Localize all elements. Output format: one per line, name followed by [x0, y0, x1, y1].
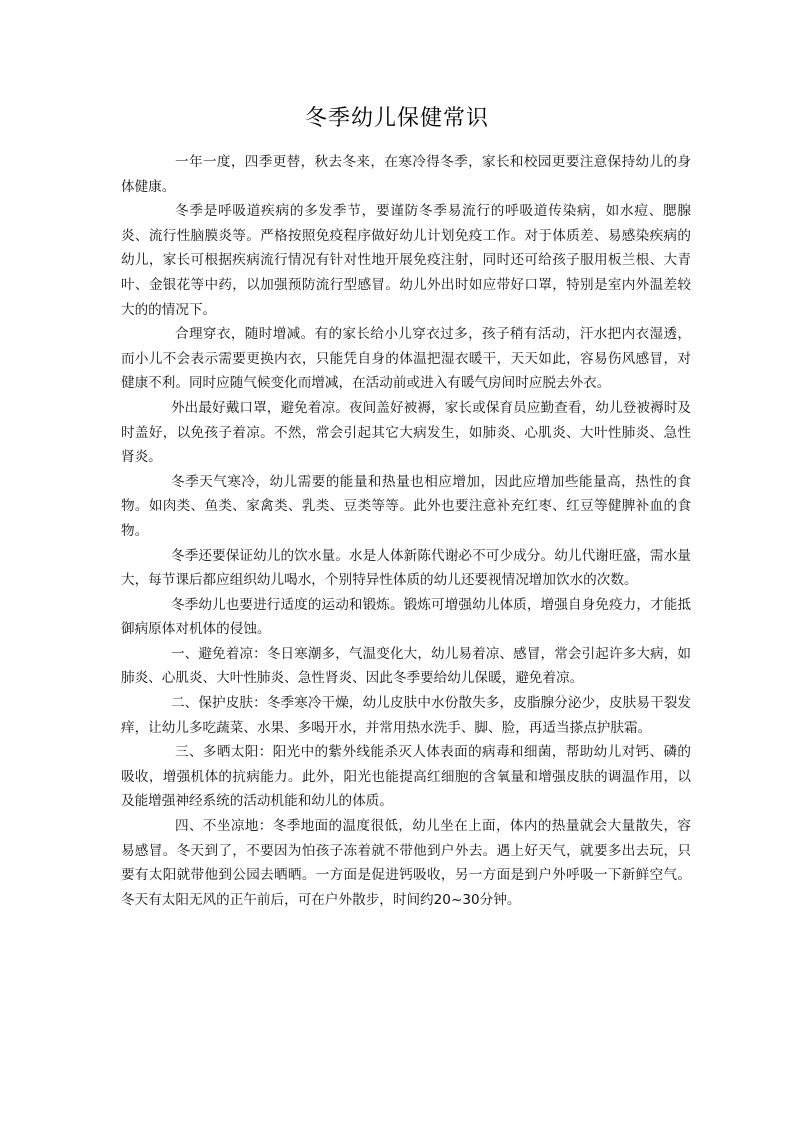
- list-item-no-cold-ground: 四、不坐凉地：冬季地面的温度很低，幼儿坐在上面，体内的热量就会大量散失，容易感冒。冬天到了，不要因为怕孩子冻着就不带他到户外去。遇上好天气，就要多出去玩，只要有太阳就带他到公园去晒晒。一方面是促进钙吸收，另一方面是到户外呼吸一下新鲜空气。冬天有太阳无风的正午前后，可在户外散步，时间约20~30分钟。: [121, 818, 691, 908]
- paragraph-respiratory-disease: 冬季是呼吸道疾病的多发季节，要谨防冬季易流行的呼吸道传染病，如水痘、腮腺炎、流行性脑膜炎等。严格按照免疫程序做好幼儿计划免疫工作。对于体质差、易感染疾病的幼儿，家长可根据疾病流行情况有针对性地开展免疫注射，同时还可给孩子服用板兰根、大青叶、金银花等中药，以加强预防流行型感冒。幼儿外出时如应带好口罩，特别是室内外温差较大的的情况下。: [121, 203, 691, 318]
- document-body: [121, 150, 691, 912]
- paragraph-mask-and-blankets: 外出最好戴口罩，避免着凉。夜间盖好被褥，家长或保育员应勤查看，幼儿登被褥时及时盖好，以免孩子着凉。不然，常会引起其它大病发生，如肺炎、心肌炎、大叶性肺炎、急性肾炎。: [121, 399, 691, 466]
- paragraph-water-intake: 冬季还要保证幼儿的饮水量。水是人体新陈代谢必不可少成分。幼儿代谢旺盛，需水量大，每节课后都应组织幼儿喝水，个别特异性体质的幼儿还要视情况增加饮水的次数。: [121, 547, 691, 589]
- paragraph-diet: 冬季天气寒冷，幼儿需要的能量和热量也相应增加，因此应增加些能量高，热性的食物。如肉类、鱼类、家禽类、乳类、豆类等等。此外也要注意补充红枣、红豆等健脾补血的食物。: [121, 473, 691, 539]
- list-item-sunbathing: 三、多晒太阳：阳光中的紫外线能杀灭人体表面的病毒和细菌，帮助幼儿对钙、磷的吸收，增强机体的抗病能力。此外，阳光也能提高红细胞的含氧量和增强皮肤的调温作用，以及能增强神经系统的活动机能和幼儿的体质。: [121, 744, 691, 810]
- list-item-protect-skin: 二、保护皮肤：冬季寒冷干燥，幼儿皮肤中水份散失多，皮脂腺分泌少，皮肤易干裂发痒，让幼儿多吃蔬菜、水果、多喝开水，并常用热水洗手、脚、脸，再适当搽点护肤霜。: [121, 695, 691, 736]
- paragraph-intro: 一年一度，四季更替，秋去冬来，在寒冷得冬季，家长和校园更要注意保持幼儿的身体健康。: [121, 154, 691, 195]
- paragraph-clothing: 合理穿衣，随时增减。有的家长给小儿穿衣过多，孩子稍有活动，汗水把内衣湿透，而小儿不会表示需要更换内衣，只能凭自身的体温把湿衣暖干，天天如此，容易伤风感冒，对健康不利。同时应随气候变化而增减，在活动前或进入有暖气房间时应脱去外衣。: [121, 326, 691, 392]
- list-item-avoid-cold: 一、避免着凉：冬日寒潮多，气温变化大，幼儿易着凉、感冒，常会引起许多大病，如肺炎、心肌炎、大叶性肺炎、急性肾炎、因此冬季要给幼儿保暖，避免着凉。: [121, 645, 691, 687]
- document-title: 冬季幼儿保健常识: [304, 106, 489, 131]
- paragraph-exercise: 冬季幼儿也要进行适度的运动和锻炼。锻炼可增强幼儿体质，增强自身免疫力，才能抵御病原体对机体的侵蚀。: [121, 596, 691, 638]
